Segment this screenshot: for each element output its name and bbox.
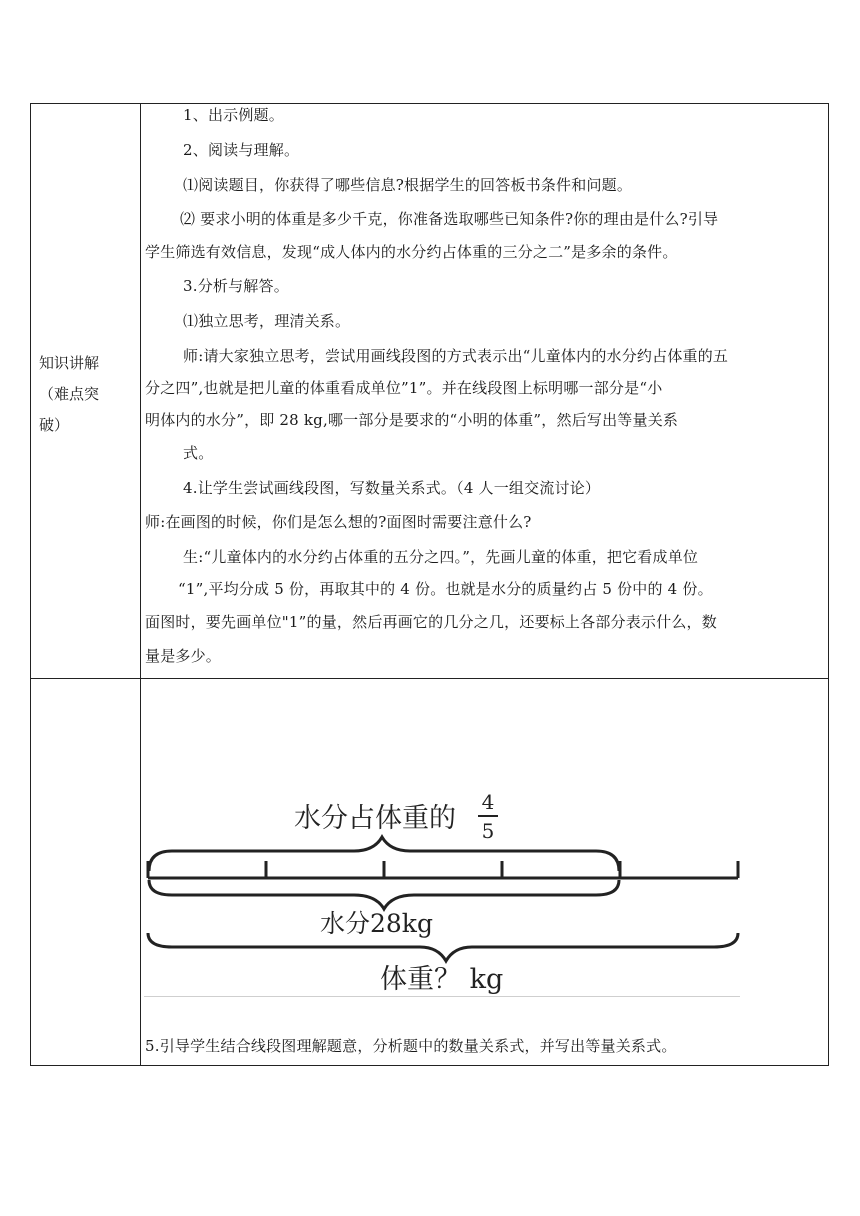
text-line: 分之四”,也就是把儿童的体重看成单位”1”。并在线段图上标明哪一部分是“小 — [145, 379, 663, 397]
text-line: “1”,平均分成 5 份，再取其中的 4 份。也就是水分的质量约占 5 份中的 4 份。 — [178, 580, 713, 598]
line-segment-diagram — [116, 675, 744, 1005]
text-line: ⑴独立思考，理清关系。 — [183, 312, 351, 330]
bottom-brace — [148, 933, 738, 961]
section-label-line1: 知识讲解 — [39, 354, 100, 372]
text-line: 明体内的水分”，即 28 kg,哪一部分是要求的“小明的体重”，然后写出等量关系 — [145, 411, 679, 429]
text-line: 生:“儿童体内的水分约占体重的五分之四。”，先画儿童的体重，把它看成单位 — [183, 548, 699, 566]
diagram-bottom-label: 体重？ kg — [380, 964, 504, 995]
text-line: 师:在画图的时候，你们是怎么想的?面图时需要注意什么? — [145, 513, 532, 531]
diagram-baseline-rule — [144, 996, 740, 997]
text-line: 2、阅读与理解。 — [183, 141, 300, 159]
diagram-middle-label: 水分28kg — [320, 909, 433, 938]
fraction-numerator: 4 — [481, 790, 495, 814]
text-line: ⑵ 要求小明的体重是多少千克，你准备选取哪些已知条件?你的理由是什么?引导 — [180, 210, 719, 228]
section-label — [39, 348, 135, 441]
text-line: 4.让学生尝试画线段图，写数量关系式。（4 人一组交流讨论） — [183, 479, 601, 497]
text-line: 学生筛选有效信息，发现“成人体内的水分约占体重的三分之二”是多余的条件。 — [145, 243, 678, 261]
section-label-line2: （难点突 — [39, 385, 100, 403]
text-line: 3.分析与解答。 — [183, 277, 289, 295]
text-line: 1、出示例题。 — [183, 106, 284, 124]
text-line: 5.引导学生结合线段图理解题意，分析题中的数量关系式，并写出等量关系式。 — [145, 1037, 677, 1055]
text-line: 式。 — [183, 444, 214, 462]
middle-brace — [149, 880, 619, 909]
text-line: 面图时，要先画单位"1”的量，然后再画它的几分之几，还要标上各部分表示什么，数 — [145, 613, 717, 631]
text-line: 师:请大家独立思考，尝试用画线段图的方式表示出“儿童体内的水分约占体重的五 — [183, 347, 729, 365]
diagram-top-label: 水分占体重的 — [294, 803, 456, 834]
fraction-denominator: 5 — [481, 819, 495, 843]
text-line: 量是多少。 — [145, 647, 222, 665]
section-label-line3: 破） — [39, 416, 70, 434]
text-line: ⑴阅读题目，你获得了哪些信息?根据学生的回答板书条件和问题。 — [183, 176, 633, 194]
